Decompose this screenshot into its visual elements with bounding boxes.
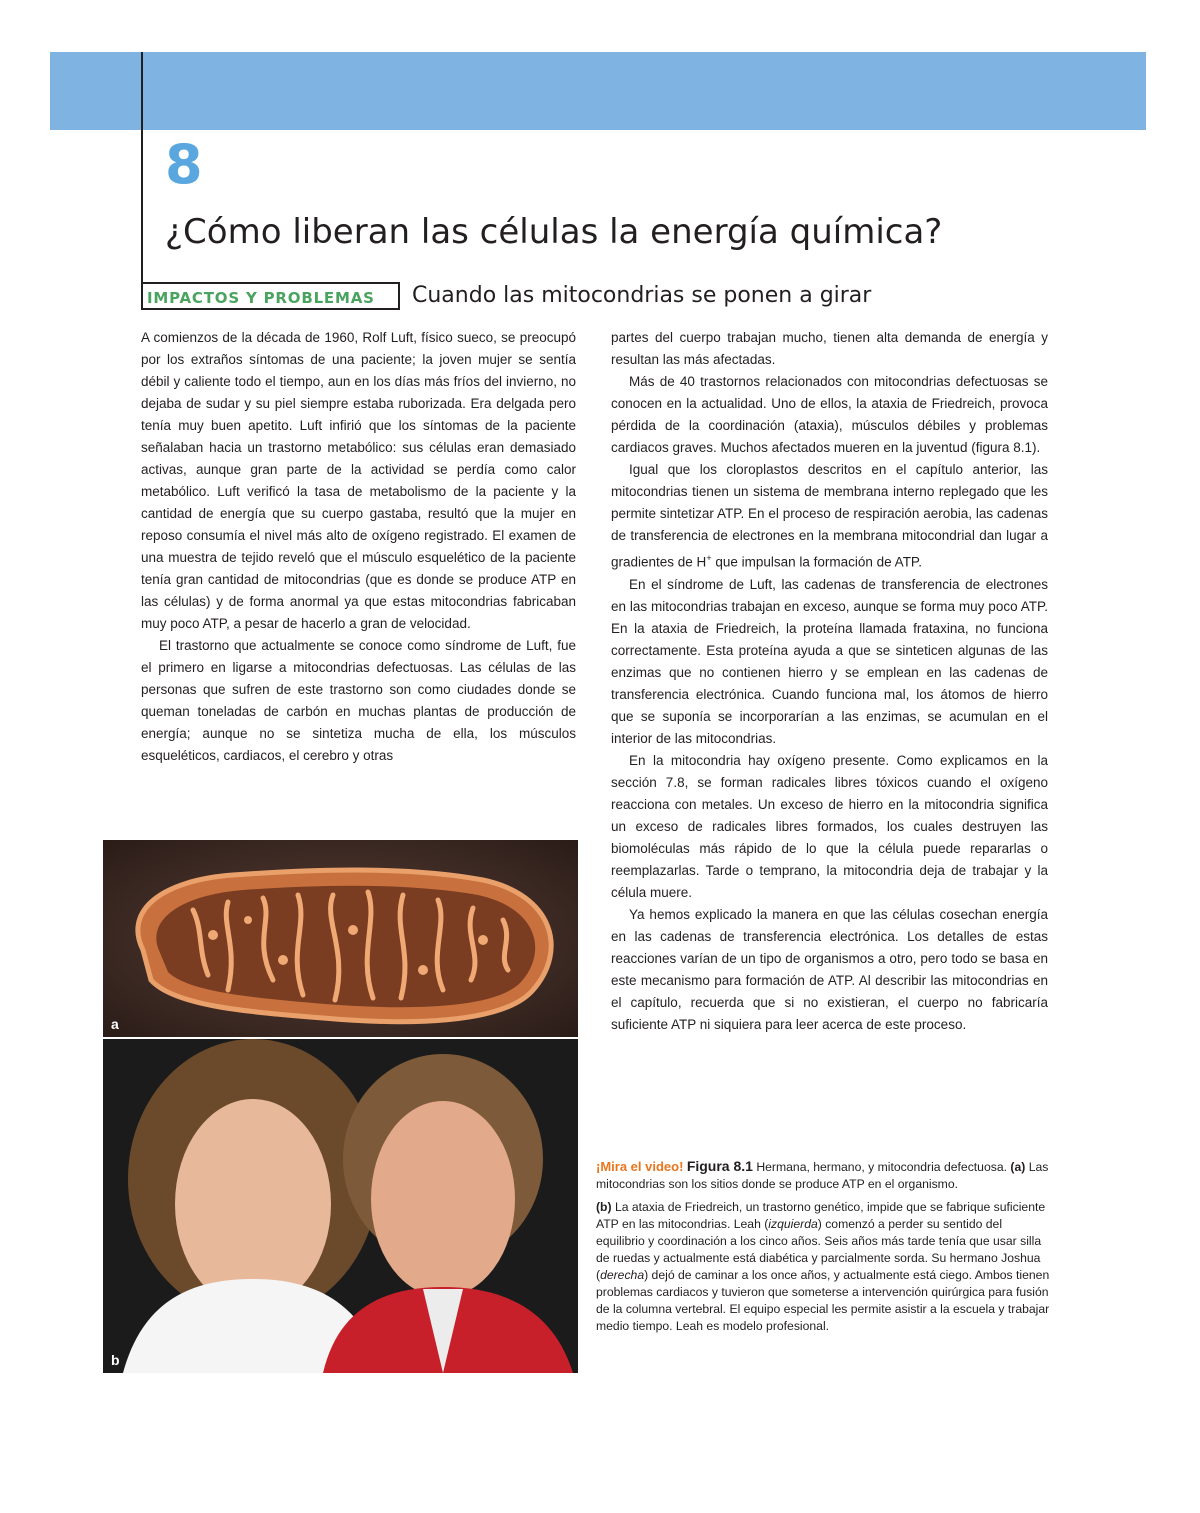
caption-emphasis: derecha	[600, 1268, 645, 1282]
impact-label: IMPACTOS Y PROBLEMAS	[147, 289, 375, 307]
text-run: que impulsan la formación de ATP.	[711, 554, 922, 570]
caption-b-text: La ataxia de Friedreich, un trastorno genético, impide que se fabrique suficiente ATP en las mitocondrias. Leah (	[596, 1200, 1046, 1231]
caption-b-text: ) dejó de caminar a los once años, y actualmente está ciego. Ambos tienen problemas cardiacos y tuvieron que someterse a intervención quirúrgica para fusión de la columna vertebral. El equipo especial les permite asistir a la escuela y trabajar medio tiempo. Leah es modelo profesional.	[596, 1268, 1050, 1333]
paragraph: En la mitocondria hay oxígeno presente. Como explicamos en la sección 7.8, se forman radicales libres tóxicos cuando el oxígeno reacciona con metales. Un exceso de hierro en la mitocondria significa un exceso de radicales libres formados, los cuales destruyen las biomoléculas más rápido de lo que la célula puede repararlas o reemplazarlas. Tarde o temprano, la mitocondria deja de trabajar y la célula muere.	[611, 752, 1048, 900]
body-column-left	[141, 327, 576, 767]
body-column-right	[611, 327, 1048, 1036]
impact-title: Cuando las mitocondrias se ponen a girar	[412, 283, 872, 308]
paragraph: A comienzos de la década de 1960, Rolf Luft, físico sueco, se preocupó por los extraños síntomas de una paciente; la joven mujer se sentía débil y caliente todo el tiempo, aun en los días más fríos del invierno, no dejaba de sudar y su piel siempre estaba ruborizada. Era delgada pero tenía muy buen apetito. Luft infirió que los síntomas de la paciente señalaban hacia un trastorno metabólico: sus células eran demasiado activas, aunque gran parte de la actividad se perdía como calor metabólico. Luft verificó la tasa de metabolismo de la paciente y la cantidad de energía que su cuerpo gastaba, resultó que la mujer en reposo consumía el nivel más alto de oxígeno registrado. El examen de una muestra de tejido reveló que el músculo esquelético de la paciente tenía gran cantidad de mitocondrias (que es donde se produce ATP en las células) y de forma anormal ya que estas mitocondrias fabricaban muy poco ATP, a pesar de hacerlo a gran de velocidad.	[141, 330, 576, 631]
caption-a-text: Las mitocondrias son los sitios donde se produce ATP en el organismo.	[596, 1160, 1049, 1191]
mitochondrion-micrograph	[103, 840, 578, 1037]
paragraph: Ya hemos explicado la manera en que las células cosechan energía en las cadenas de transferencia electrónica. Los detalles de estas reacciones varían de un tipo de organismos a otro, pero todo se basa en este mecanismo para formación de ATP. Al describir las mitocondrias en el capítulo, recuerda que si no existieran, el cuerpo no fabricaría suficiente ATP ni siquiera para leer acerca de este proceso.	[611, 906, 1048, 1032]
caption-b-text: ) comenzó a perder su sentido del equilibrio y coordinación a los cinco años. Seis años más tarde tenía que usar silla de ruedas y actualmente está diabética y parcialmente sorda. Su hermano Joshua (	[596, 1217, 1042, 1282]
header-color-band	[50, 52, 1146, 130]
paragraph: En el síndrome de Luft, las cadenas de transferencia de electrones en las mitocondrias trabajan en exceso, aunque se forma muy poco ATP. En la ataxia de Friedreich, la proteína llamada frataxina, no funciona correctamente. Esta proteína ayuda a que se sinteticen algunas de las enzimas que no contienen hierro y se emplean en las cadenas de transferencia electrónica. Cuando funciona mal, los átomos de hierro que se suponía se incorporarían a las enzimas, se acumulan en el interior de las mitocondrias.	[611, 576, 1048, 746]
caption-paragraph-b	[596, 1199, 1051, 1335]
paragraph: partes del cuerpo trabajan mucho, tienen alta demanda de energía y resultan las más afectadas.	[611, 330, 1048, 367]
figure-label: Figura 8.1	[686, 1158, 753, 1174]
paragraph: Más de 40 trastornos relacionados con mitocondrias defectuosas se conocen en la actualidad. Uno de ellos, la ataxia de Friedreich, provoca pérdida de la coordinación (ataxia), músculos débiles y problemas cardiacos graves. Muchos afectados mueren en la juventud (figura 8.1).	[611, 374, 1048, 455]
video-label: ¡Mira el video!	[596, 1159, 684, 1174]
caption-paragraph-a	[596, 1158, 1051, 1193]
text-run: Igual que los cloroplastos descritos en el capítulo anterior, las mitocondrias tienen un sistema de membrana interno replegado que les permite sintetizar ATP. En el proceso de respiración aerobia, las cadenas de transferencia de electrones en la membrana mitocondrial dan lugar a gradientes de H	[611, 462, 1048, 570]
siblings-photo	[103, 1039, 578, 1373]
panel-ref-b: (b)	[596, 1200, 612, 1214]
chapter-title: ¿Cómo liberan las células la energía química?	[165, 212, 943, 252]
chapter-vertical-rule	[141, 52, 143, 310]
chapter-number: 8	[165, 133, 203, 196]
figure-caption	[596, 1158, 1051, 1341]
caption-emphasis: izquierda	[768, 1217, 818, 1231]
paragraph	[611, 459, 1048, 574]
paragraph: El trastorno que actualmente se conoce como síndrome de Luft, fue el primero en ligarse a mitocondrias defectuosas. Las células de las personas que sufren de este trastorno son como ciudades donde se queman toneladas de carbón en muchas plantas de producción de energía; aunque no se sintetiza mucha de ella, los músculos esqueléticos, cardiacos, el cerebro y otras	[141, 638, 576, 763]
superscript: +	[706, 553, 712, 563]
panel-letter-a: a	[111, 1016, 119, 1032]
panel-letter-b: b	[111, 1352, 120, 1368]
panel-ref-a: (a)	[1010, 1160, 1026, 1174]
caption-intro: Hermana, hermano, y mitocondria defectuosa.	[756, 1160, 1007, 1174]
